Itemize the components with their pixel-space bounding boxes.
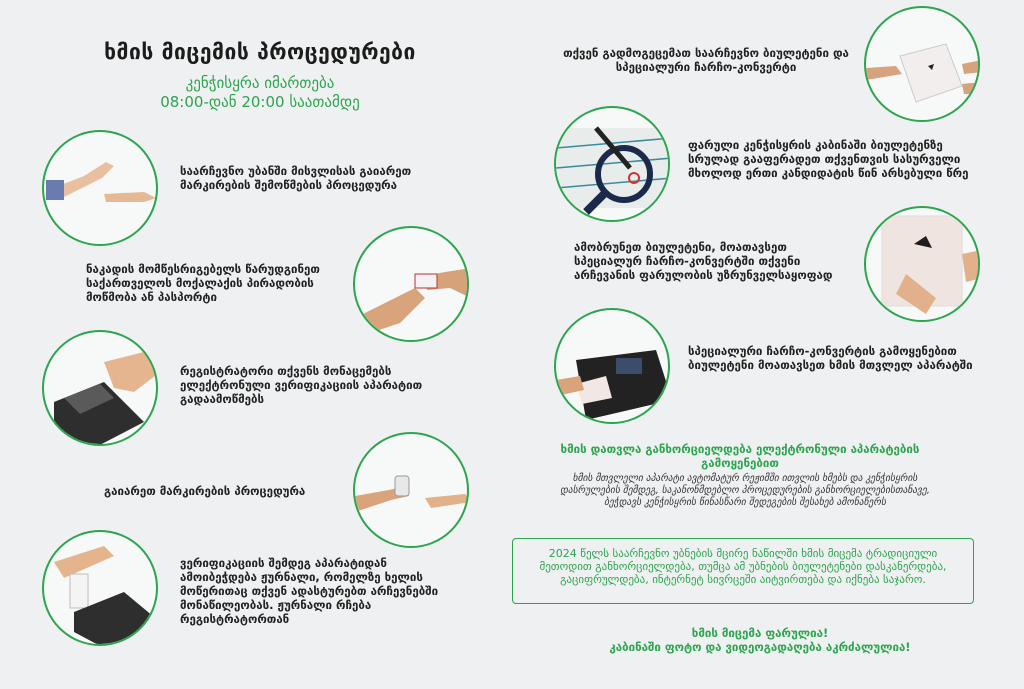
verification-device-icon xyxy=(42,330,158,446)
printed-receipt-icon xyxy=(42,530,158,646)
traditional-voting-notice: 2024 წელს საარჩევნო უბნების მცირე ნაწილში ხმის მიცემა ტრადიციული მეთოდით განხორციელდება, თუმცა ამ უბნების ბიულეტენები დასკანერდება, გაციფრულდება, ინტერნეტ სივრცეში აიტვირთება და იქნება საჯარო. xyxy=(512,538,974,604)
step-receive-ballot: თქვენ გადმოგეცემათ საარჩევნო ბიულეტენი და სპეციალური ჩარჩო-კონვერტი xyxy=(563,46,849,74)
step-marking-check: საარჩევნო უბანში მისვლისას გაიარეთ მარკირების შემოწმების პროცედურა xyxy=(180,164,412,192)
counting-description: ხმის მთვლელი აპარატი ავტომატურ რეჟიმში ითვლის ხმებს და კენჭისყრის დასრულების შემდეგ, საკანონმდებლო პროცედურების განხორციელებისთანავე, ბეჭდავს კენჭისყრის წინასწარი შედეგების შესახებ ამონაწერს xyxy=(560,473,930,508)
vote-counting-machine-icon xyxy=(554,308,670,424)
ballot-in-envelope-icon xyxy=(864,206,980,322)
secret-ballot-notice xyxy=(560,626,960,654)
hours-line-1: კენჭისყრა იმართება xyxy=(185,74,335,92)
counting-title: ხმის დათვლა განხორციელდება ელექტრონული აპარატების გამოყენებით xyxy=(560,442,920,470)
secret-ballot-line: ხმის მიცემა ფარულია! xyxy=(691,626,829,640)
step-present-id: ნაკადის მომწესრიგებელს წარუდგინეთ საქართველოს მოქალაქის პირადობის მოწმობა ან პასპორტი xyxy=(86,262,320,304)
step-counting-machine: სპეციალური ჩარჩო-კონვერტის გამოყენებით ბიულეტენი მოათავსეთ ხმის მთვლელ აპარატში xyxy=(688,344,973,372)
marking-spray-icon xyxy=(353,432,469,548)
voting-hours xyxy=(80,74,440,112)
step-insert-envelope: ამობრუნეთ ბიულეტენი, მოათავსეთ სპეციალურ ჩარჩო-კონვერტში თქვენი არჩევანის ფარულობის უზრუნველსაყოფად xyxy=(574,240,833,282)
hours-line-2: 08:00-დან 20:00 საათამდე xyxy=(160,93,360,111)
magnifier-ballot-icon xyxy=(554,106,670,222)
step-marking-procedure: გაიარეთ მარკირების პროცედურა xyxy=(104,484,306,498)
step-printed-journal: ვერიფიკაციის შემდეგ აპარატიდან ამოიბეჭდება ჟურნალი, რომელზე ხელის მოწერითაც თქვენ ადასტურებთ არჩევნებში მონაწილეობას. ჟურნალი რჩება რეგისტრატორთან xyxy=(180,556,439,626)
hands-marking-check-icon xyxy=(42,130,158,246)
id-card-handover-icon xyxy=(353,226,469,342)
ballot-envelope-handover-icon xyxy=(864,6,980,122)
photo-ban-line: კაბინაში ფოტო და ვიდეოგადაღება აკრძალულია! xyxy=(609,640,911,654)
step-mark-ballot: ფარული კენჭისყრის კაბინაში ბიულეტენზე სრულად გააფერადეთ თქვენთვის სასურველი მხოლოდ ერთი კანდიდატის წინ არსებული წრე xyxy=(688,138,969,180)
page-title: ხმის მიცემის პროცედურები xyxy=(104,40,416,64)
step-verification: რეგისტრატორი თქვენს მონაცემებს ელექტრონული ვერიფიკაციის აპარატით გადაამოწმებს xyxy=(180,364,423,406)
